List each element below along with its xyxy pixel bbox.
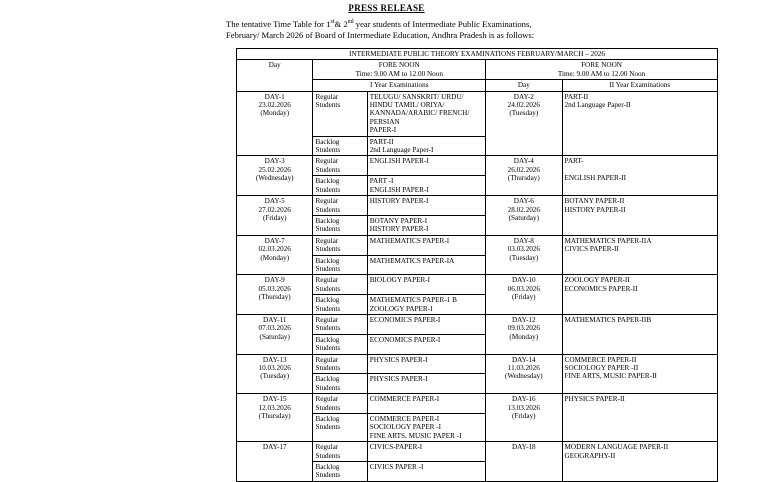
day-weekday-year1: (Monday): [260, 253, 290, 262]
day-weekday-year1: (Monday): [260, 109, 290, 118]
day-number-year2: DAY-18: [511, 443, 536, 452]
subject-year2: PART- ENGLISH PAPER-II: [562, 156, 717, 196]
day-weekday-year1: (Saturday): [259, 332, 290, 341]
category-regular: Regular Students: [313, 394, 367, 414]
subject-year2: MATHEMATICS PAPER-IIA CIVICS PAPER-II: [562, 235, 717, 275]
day-number-year1: DAY-3: [264, 157, 285, 166]
day-cell-year1: [237, 314, 313, 354]
header-time-1: Time: 9.00 AM to 12.00 Noon: [355, 69, 443, 78]
table-row: [237, 235, 718, 255]
table-row: [237, 156, 718, 176]
day-cell-year1: [237, 235, 313, 275]
day-cell-year2: [486, 91, 562, 156]
day-cell-year2: [486, 156, 562, 196]
subject-backlog-year1: BOTANY PAPER-I HISTORY PAPER-I: [367, 215, 485, 235]
day-weekday-year1: (Thursday): [258, 412, 291, 421]
day-number-year1: DAY-7: [264, 236, 285, 245]
day-cell-year2: [486, 442, 562, 482]
header-day-2: Day: [486, 80, 562, 91]
header-time-2: Time: 9.00 AM to 12.00 Noon: [557, 69, 646, 78]
day-weekday-year1: (Thursday): [258, 293, 291, 302]
category-backlog: Backlog Students: [313, 255, 367, 275]
day-date-year1: 02.03.2026: [258, 245, 291, 254]
intro-sup-nd: nd: [347, 19, 354, 25]
intro-line-2: Examinations, February/ March 2026 of Board of Intermediate Education, Andhra: [226, 18, 532, 41]
day-number-year1: DAY-1: [264, 92, 285, 101]
header-forenoon-1: [313, 60, 486, 80]
category-regular: Regular Students: [313, 91, 367, 136]
table-title: INTERMEDIATE PUBLIC THEORY EXAMINATIONS FEBRUARY/MARCH – 2026: [237, 49, 718, 60]
day-cell-year1: [237, 354, 313, 394]
day-weekday-year2: (Friday): [512, 293, 536, 302]
day-cell-year2: [486, 275, 562, 315]
category-backlog: Backlog Students: [313, 462, 367, 482]
header-forenoon-2-label: FORE NOON: [581, 61, 622, 70]
category-regular: Regular Students: [313, 156, 367, 176]
header-forenoon-1-label: FORE NOON: [378, 61, 420, 70]
subject-regular-year1: PHYSICS PAPER-I: [367, 354, 485, 374]
category-regular: Regular Students: [313, 196, 367, 216]
day-cell-year1: [237, 156, 313, 196]
subject-regular-year1: CIVICS-PAPER-I: [367, 442, 485, 462]
day-weekday-year2: (Tuesday): [509, 109, 539, 118]
subject-year2: PHYSICS PAPER-II: [562, 394, 717, 442]
subject-backlog-year1: PART-II 2nd Language Paper-I: [367, 136, 485, 156]
day-date-year2: 24.02.2026: [507, 101, 540, 110]
category-regular: Regular Students: [313, 314, 367, 334]
day-cell-year1: [237, 196, 313, 236]
day-number-year2: DAY-2: [513, 92, 534, 101]
intro-paragraph: [226, 17, 556, 42]
category-regular: Regular Students: [313, 354, 367, 374]
subject-backlog-year1: COMMERCE PAPER-I SOCIOLOGY PAPER -I FINE ARTS, MUSIC PAPER -I: [367, 414, 485, 442]
table-row: [237, 442, 718, 462]
press-release-label: PRESS RELEASE: [348, 3, 425, 13]
category-regular: Regular Students: [313, 442, 367, 462]
subject-backlog-year1: MATHEMATICS PAPER-IA: [367, 255, 485, 275]
day-number-year1: DAY-5: [264, 197, 285, 206]
day-cell-year2: [486, 354, 562, 394]
day-weekday-year2: (Saturday): [508, 213, 539, 222]
day-number-year1: DAY-9: [264, 276, 285, 285]
intro-line-1b: & 2: [334, 18, 348, 29]
day-date-year1: 10.03.2026: [258, 364, 291, 372]
subject-backlog-year1: ECONOMICS PAPER-I: [367, 334, 485, 354]
category-backlog: Backlog Students: [313, 136, 367, 156]
subject-year2: MODERN LANGUAGE PAPER-II GEOGRAPHY-II: [562, 442, 717, 482]
day-cell-year1: [237, 442, 313, 482]
day-date-year2: 28.02.2026: [507, 205, 540, 214]
day-cell-year1: [237, 91, 313, 156]
day-number-year2: DAY-12: [511, 315, 536, 324]
category-backlog: Backlog Students: [313, 176, 367, 196]
category-backlog: Backlog Students: [313, 374, 367, 394]
subject-regular-year1: ECONOMICS PAPER-I: [367, 314, 485, 334]
header-year1: I Year Examinations: [313, 80, 486, 91]
header-day-1: Day: [237, 60, 313, 91]
subject-year2: MATHEMATICS PAPER-IIB: [562, 314, 717, 354]
day-number-year2: DAY-10: [511, 276, 536, 285]
intro-line-1a: The tentative Time Table for 1: [226, 18, 331, 29]
day-weekday-year2: (Thursday): [507, 174, 540, 183]
day-number-year2: DAY-14: [511, 355, 536, 364]
subject-backlog-year1: PART -I ENGLISH PAPER-I: [367, 176, 485, 196]
day-cell-year2: [486, 196, 562, 236]
day-date-year2: 09.03.2026: [507, 324, 540, 333]
day-number-year2: DAY-16: [511, 395, 536, 404]
header-forenoon-2: [486, 60, 718, 80]
subject-year2: ZOOLOGY PAPER-II ECONOMICS PAPER-II: [562, 275, 717, 315]
day-date-year1: 07.03.2026: [258, 324, 291, 333]
category-backlog: Backlog Students: [313, 414, 367, 442]
day-weekday-year2: (Monday): [509, 332, 539, 341]
category-backlog: Backlog Students: [313, 334, 367, 354]
subject-regular-year1: BIOLOGY PAPER-I: [367, 275, 485, 295]
subject-year2: COMMERCE PAPER-II SOCIOLOGY PAPER -II FINE ARTS, MUSIC PAPER-II: [562, 354, 717, 394]
day-number-year1: DAY-11: [263, 315, 287, 324]
subject-regular-year1: HISTORY PAPER-I: [367, 196, 485, 216]
day-date-year2: 13.03.2026: [507, 403, 540, 412]
day-date-year1: 25.02.2026: [258, 165, 291, 174]
subject-regular-year1: TELUGU/ SANSKRIT/ URDU/ HINDU TAMIL/ ORIYA/ KANNADA/ARABIC/ FRENCH/ PERSIAN PAPER-I: [367, 91, 485, 136]
day-date-year1: 12.03.2026: [258, 403, 291, 412]
intro-sup-st: st: [330, 19, 335, 25]
header-year2: II Year Examinations: [562, 80, 717, 91]
category-backlog: Backlog Students: [313, 215, 367, 235]
day-cell-year2: [486, 314, 562, 354]
day-date-year1: 27.02.2026: [258, 205, 291, 214]
day-cell-year2: [486, 235, 562, 275]
table-title-row: [237, 49, 718, 60]
day-date-year1: 23.02.2026: [258, 101, 291, 110]
day-weekday-year2: (Friday): [512, 412, 536, 421]
day-date-year1: 05.03.2026: [258, 284, 291, 293]
subject-regular-year1: MATHEMATICS PAPER-I: [367, 235, 485, 255]
day-number-year2: DAY-6: [513, 197, 534, 206]
day-weekday-year1: (Tuesday): [260, 372, 290, 381]
category-regular: Regular Students: [313, 235, 367, 255]
day-weekday-year2: (Tuesday): [509, 253, 539, 262]
subject-year2: BOTANY PAPER-II HISTORY PAPER-II: [562, 196, 717, 236]
table-row: [237, 354, 718, 374]
table-row: [237, 91, 718, 136]
day-date-year2: 03.03.2026: [507, 245, 540, 254]
day-weekday-year2: (Wednesday): [504, 372, 543, 381]
press-release-heading: [0, 3, 773, 13]
day-number-year1: DAY-15: [262, 395, 287, 404]
day-cell-year1: [237, 275, 313, 315]
day-weekday-year1: (Friday): [262, 213, 287, 222]
day-weekday-year1: (Wednesday): [255, 174, 294, 183]
subject-regular-year1: ENGLISH PAPER-I: [367, 156, 485, 176]
table-header-row-1: [237, 60, 718, 80]
day-number-year1: DAY-13: [262, 355, 287, 364]
timetable: [236, 48, 718, 482]
intro-line-1c: year students of Intermediate Public: [353, 18, 480, 29]
document-page: [0, 3, 773, 480]
table-row: [237, 394, 718, 414]
day-number-year1: DAY-17: [262, 443, 287, 452]
table-row: [237, 314, 718, 334]
day-number-year2: DAY-4: [513, 157, 534, 166]
subject-backlog-year1: CIVICS PAPER -I: [367, 462, 485, 482]
table-row: [237, 275, 718, 295]
intro-line-3: Pradesh is as follows:: [459, 30, 535, 41]
category-backlog: Backlog Students: [313, 295, 367, 315]
subject-backlog-year1: PHYSICS PAPER-I: [367, 374, 485, 394]
day-date-year2: 11.03.2026: [507, 364, 540, 372]
table-row: [237, 196, 718, 216]
day-date-year2: 26.02.2026: [507, 165, 540, 174]
category-regular: Regular Students: [313, 275, 367, 295]
day-number-year2: DAY-8: [513, 236, 534, 245]
subject-regular-year1: COMMERCE PAPER-I: [367, 394, 485, 414]
subject-backlog-year1: MATHEMATICS PAPER-1 B ZOOLOGY PAPER-I: [367, 295, 485, 315]
day-date-year2: 06.03.2026: [507, 284, 540, 293]
subject-year2: PART-II 2nd Language Paper-II: [562, 91, 717, 156]
